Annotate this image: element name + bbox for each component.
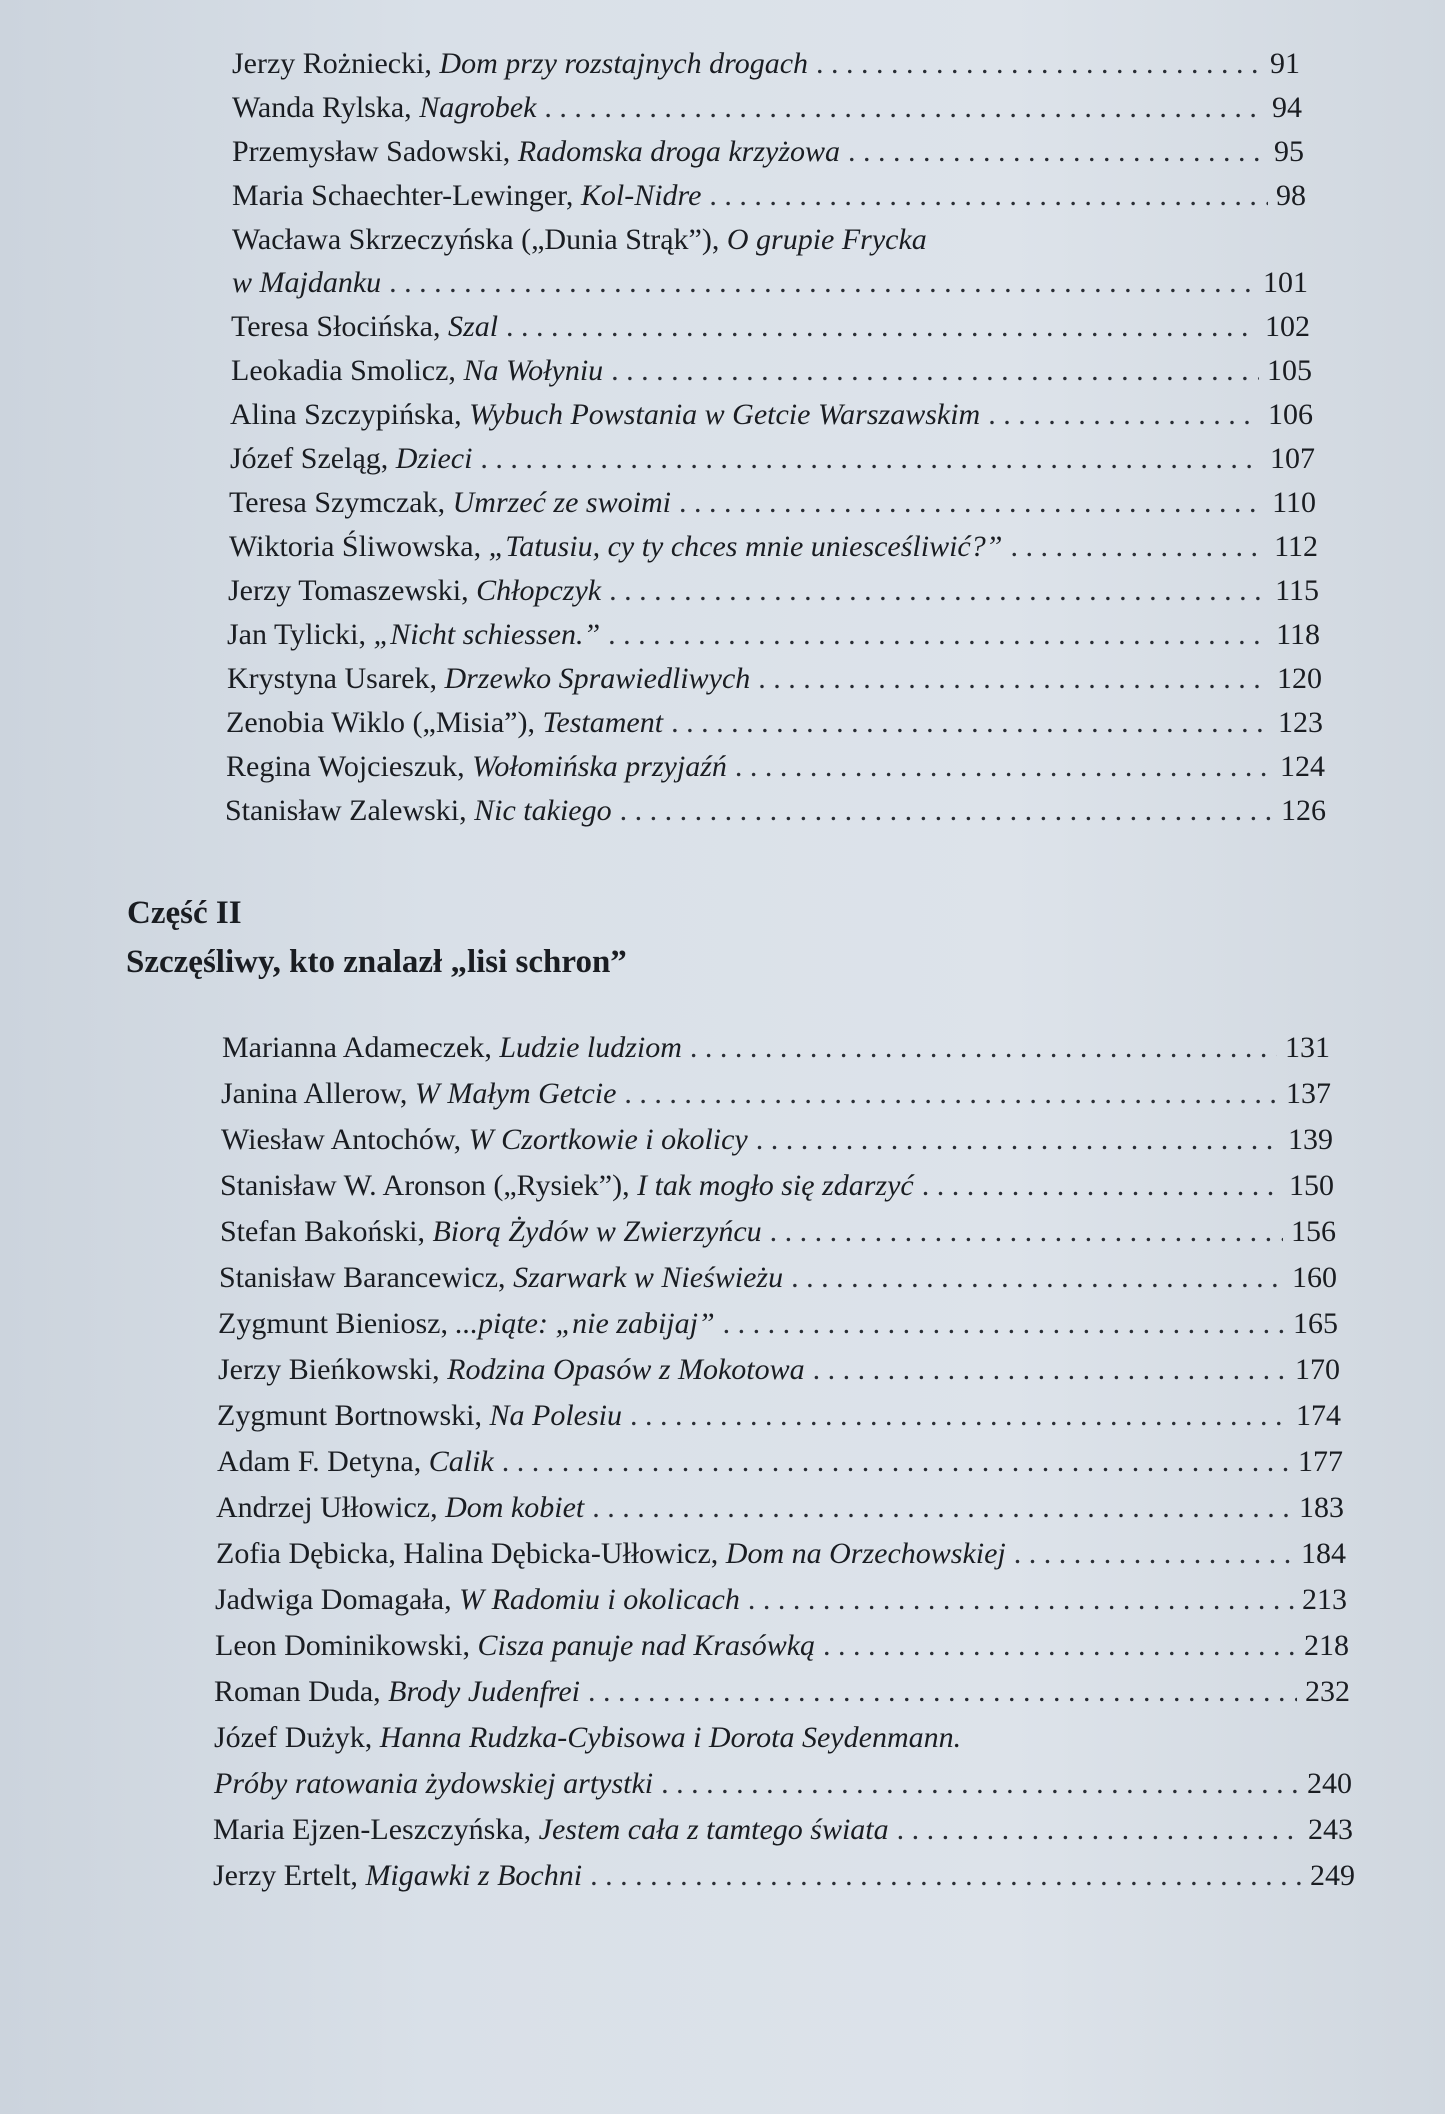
toc-entry-first-line [214, 1718, 1351, 1758]
entry-title: Szal [448, 310, 499, 343]
entry-author: Krystyna Usarek, [227, 662, 445, 695]
entry-author: Jan Tylicki, [227, 618, 374, 651]
entry-author: Janina Allerow, [221, 1077, 415, 1110]
entry-author: Józef Dużyk, [214, 1721, 380, 1754]
entry-title: I tak mogło się zdarzyć [637, 1169, 914, 1202]
entry-page-number: 232 [1305, 1675, 1350, 1708]
entry-page-number: 213 [1302, 1583, 1347, 1616]
toc-entry [229, 483, 1316, 523]
leader-dots [690, 1028, 1277, 1068]
leader-dots [770, 1212, 1283, 1252]
toc-entry [215, 1626, 1349, 1666]
entry-title: Radomska droga krzyżowa [517, 135, 841, 168]
entry-author: Jadwiga Domagała, [215, 1583, 460, 1616]
toc-entry [219, 1258, 1337, 1298]
entry-page-number: 101 [1263, 266, 1308, 299]
leader-dots [630, 1396, 1288, 1436]
toc-entry [222, 1028, 1330, 1068]
entry-author: Wiesław Antochów, [221, 1123, 469, 1156]
toc-entry [214, 1764, 1352, 1804]
entry-title: Calik [428, 1445, 494, 1478]
entry-author: Stanisław Zalewski, [225, 794, 475, 827]
entry-page-number: 91 [1270, 47, 1300, 80]
entry-page-number: 94 [1272, 91, 1302, 124]
leader-dots [897, 1810, 1300, 1850]
leader-dots [758, 659, 1269, 699]
entry-page-number: 150 [1289, 1169, 1334, 1202]
entry-author: Jerzy Rożniecki, [232, 47, 440, 80]
entry-title: Hanna Rudzka-Cybisowa i Dorota Seydenmann. [379, 1721, 962, 1754]
toc-entry [228, 571, 1319, 611]
part-heading: Część II [127, 895, 242, 931]
entry-title: Umrzeć ze swoimi [452, 486, 671, 519]
entry-author: Maria Schaechter-Lewinger, [232, 179, 581, 212]
entry-page-number: 102 [1265, 310, 1310, 343]
leader-dots [823, 1626, 1296, 1666]
entry-author: Jerzy Tomaszewski, [228, 574, 477, 607]
entry-author: Jerzy Bieńkowski, [218, 1353, 448, 1386]
entry-title: Ludzie ludziom [499, 1031, 682, 1064]
leader-dots [608, 615, 1268, 655]
entry-title: Kol-Nidre [580, 179, 702, 212]
entry-author: Józef Szeląg, [230, 442, 396, 475]
leader-dots [988, 395, 1260, 435]
entry-author: Maria Ejzen-Leszczyńska, [213, 1813, 539, 1846]
leader-dots [816, 44, 1262, 84]
entry-author: Stefan Bakoński, [220, 1215, 433, 1248]
entry-title: Biorą Żydów w Zwierzyńcu [432, 1215, 762, 1248]
entry-title: Dzieci [395, 442, 473, 475]
leader-dots [609, 571, 1267, 611]
entry-page-number: 218 [1304, 1629, 1349, 1662]
toc-entry [231, 351, 1312, 391]
entry-page-number: 137 [1286, 1077, 1331, 1110]
entry-title: Nic takiego [474, 794, 612, 827]
leader-dots [848, 132, 1266, 172]
entry-page-number: 112 [1274, 530, 1318, 563]
leader-dots [922, 1166, 1281, 1206]
entry-page-number: 106 [1268, 398, 1313, 431]
leader-dots [679, 483, 1264, 523]
entry-title: W Radomiu i okolicach [459, 1583, 740, 1616]
toc-entry [216, 1488, 1344, 1528]
entry-page-number: 124 [1280, 750, 1325, 783]
entry-page-number: 107 [1270, 442, 1315, 475]
toc-entry [216, 1534, 1346, 1574]
entry-page-number: 105 [1267, 354, 1312, 387]
toc-entry [220, 1166, 1334, 1206]
toc-entry [227, 615, 1320, 655]
entry-title: O grupie Frycka [726, 223, 927, 256]
entry-title: Cisza panuje nad Krasówką [477, 1629, 816, 1662]
leader-dots [620, 791, 1273, 831]
leader-dots [735, 747, 1272, 787]
entry-title: „Nicht schiessen.” [373, 618, 601, 651]
entry-author: Zofia Dębicka, Halina Dębicka-Ułłowicz, [216, 1537, 726, 1570]
toc-entry [230, 439, 1315, 479]
leader-dots [590, 1856, 1302, 1896]
entry-page-number: 118 [1276, 618, 1320, 651]
entry-author: Marianna Adameczek, [222, 1031, 500, 1064]
toc-entry [225, 791, 1326, 831]
entry-title: ...piąte: „nie zabijaj” [455, 1307, 715, 1340]
entry-author: Roman Duda, [214, 1675, 389, 1708]
entry-author: Andrzej Ułłowicz, [216, 1491, 446, 1524]
leader-dots [671, 703, 1270, 743]
toc-entry [229, 527, 1318, 567]
entry-title-continued: w Majdanku [232, 266, 382, 299]
toc-entry [231, 307, 1310, 347]
entry-author: Regina Wojcieszuk, [226, 750, 473, 783]
entry-title: Rodzina Opasów z Mokotowa [447, 1353, 805, 1386]
toc-entry [213, 1856, 1355, 1896]
toc-entry [232, 132, 1304, 172]
leader-dots [1010, 527, 1266, 567]
toc-entry [232, 176, 1306, 216]
entry-page-number: 174 [1296, 1399, 1341, 1432]
leader-dots [661, 1764, 1299, 1804]
leader-dots [624, 1074, 1278, 1114]
entry-page-number: 110 [1272, 486, 1316, 519]
entry-author: Zenobia Wiklo („Misia”), [226, 706, 543, 739]
leader-dots [544, 88, 1264, 128]
leader-dots [813, 1350, 1287, 1390]
leader-dots [502, 1442, 1290, 1482]
toc-part1-list [0, 44, 1445, 831]
entry-title: Chłopczyk [476, 574, 602, 607]
leader-dots [791, 1258, 1284, 1298]
entry-page-number: 131 [1285, 1031, 1330, 1064]
toc-entry [217, 1442, 1343, 1482]
entry-page-number: 165 [1293, 1307, 1338, 1340]
toc-entry [230, 395, 1313, 435]
entry-title: Wołomińska przyjaźń [472, 750, 727, 783]
entry-author: Stanisław Barancewicz, [219, 1261, 514, 1294]
entry-author: Leon Dominikowski, [215, 1629, 478, 1662]
leader-dots [723, 1304, 1285, 1344]
entry-page-number: 183 [1299, 1491, 1344, 1524]
leader-dots [611, 351, 1259, 391]
toc-entry [232, 88, 1302, 128]
toc-entry [232, 44, 1300, 84]
entry-title: Migawki z Bochni [365, 1859, 583, 1892]
toc-entry [218, 1304, 1338, 1344]
leader-dots [506, 307, 1257, 347]
toc-entry [213, 1810, 1353, 1850]
entry-page-number: 243 [1308, 1813, 1353, 1846]
entry-title: Na Polesiu [489, 1399, 623, 1432]
leader-dots [756, 1120, 1280, 1160]
entry-author: Leokadia Smolicz, [231, 354, 464, 387]
entry-author: Zygmunt Bortnowski, [217, 1399, 490, 1432]
entry-page-number: 160 [1292, 1261, 1337, 1294]
toc-entry [226, 747, 1325, 787]
entry-title: W Czortkowie i okolicy [468, 1123, 748, 1156]
entry-title: Brody Judenfrei [388, 1675, 581, 1708]
toc-entry [214, 1672, 1350, 1712]
leader-dots [592, 1488, 1291, 1528]
entry-page-number: 115 [1275, 574, 1319, 607]
entry-title: Jestem cała z tamtego świata [538, 1813, 889, 1846]
entry-title: „Tatusiu, cy ty chces mnie uniesceśliwić?” [488, 530, 1003, 563]
entry-page-number: 120 [1277, 662, 1322, 695]
toc-entry-first-line [232, 220, 1308, 260]
entry-title: Wybuch Powstania w Getcie Warszawskim [469, 398, 981, 431]
entry-page-number: 177 [1298, 1445, 1343, 1478]
entry-page-number: 123 [1278, 706, 1323, 739]
entry-title: Testament [542, 706, 664, 739]
entry-page-number: 184 [1301, 1537, 1346, 1570]
toc-entry [215, 1580, 1347, 1620]
entry-title: Dom kobiet [445, 1491, 585, 1524]
entry-page-number: 156 [1291, 1215, 1336, 1248]
entry-title: Dom na Orzechowskiej [725, 1537, 1006, 1570]
entry-author: Alina Szczypińska, [230, 398, 470, 431]
entry-author: Teresa Szymczak, [229, 486, 453, 519]
entry-author: Jerzy Ertelt, [213, 1859, 366, 1892]
entry-title: Drzewko Sprawiedliwych [444, 662, 751, 695]
leader-dots [480, 439, 1262, 479]
part-subheading: Szczęśliwy, kto znalazł „lisi schron” [126, 944, 627, 980]
entry-title: W Małym Getcie [414, 1077, 617, 1110]
entry-author: Adam F. Detyna, [217, 1445, 429, 1478]
toc-entry [220, 1212, 1336, 1252]
leader-dots [748, 1580, 1294, 1620]
entry-page-number: 240 [1307, 1767, 1352, 1800]
entry-title-continued: Próby ratowania żydowskiej artystki [214, 1767, 654, 1800]
leader-dots [588, 1672, 1297, 1712]
toc-entry [221, 1074, 1331, 1114]
toc-entry [227, 659, 1322, 699]
entry-author: Wacława Skrzeczyńska („Dunia Strąk”), [232, 223, 727, 256]
toc-part2-list [0, 1028, 1445, 1896]
entry-page-number: 126 [1281, 794, 1326, 827]
toc-entry [232, 263, 1308, 303]
entry-author: Przemysław Sadowski, [232, 135, 518, 168]
entry-page-number: 139 [1288, 1123, 1333, 1156]
toc-entry [217, 1396, 1341, 1436]
toc-entry [218, 1350, 1340, 1390]
toc-entry [221, 1120, 1333, 1160]
entry-page-number: 98 [1276, 179, 1306, 212]
entry-author: Zygmunt Bieniosz, [218, 1307, 456, 1340]
entry-author: Stanisław W. Aronson („Rysiek”), [220, 1169, 638, 1202]
toc-entry [226, 703, 1323, 743]
entry-page-number: 249 [1310, 1859, 1355, 1892]
entry-author: Wanda Rylska, [232, 91, 420, 124]
entry-page-number: 170 [1295, 1353, 1340, 1386]
entry-author: Wiktoria Śliwowska, [229, 530, 489, 563]
leader-dots [1014, 1534, 1293, 1574]
entry-title: Szarwark w Nieświeżu [513, 1261, 784, 1294]
entry-page-number: 95 [1274, 135, 1304, 168]
entry-author: Teresa Słocińska, [231, 310, 449, 343]
leader-dots [709, 176, 1268, 216]
entry-title: Nagrobek [419, 91, 537, 124]
leader-dots [389, 263, 1255, 303]
entry-title: Dom przy rozstajnych drogach [439, 47, 809, 80]
entry-title: Na Wołyniu [463, 354, 604, 387]
